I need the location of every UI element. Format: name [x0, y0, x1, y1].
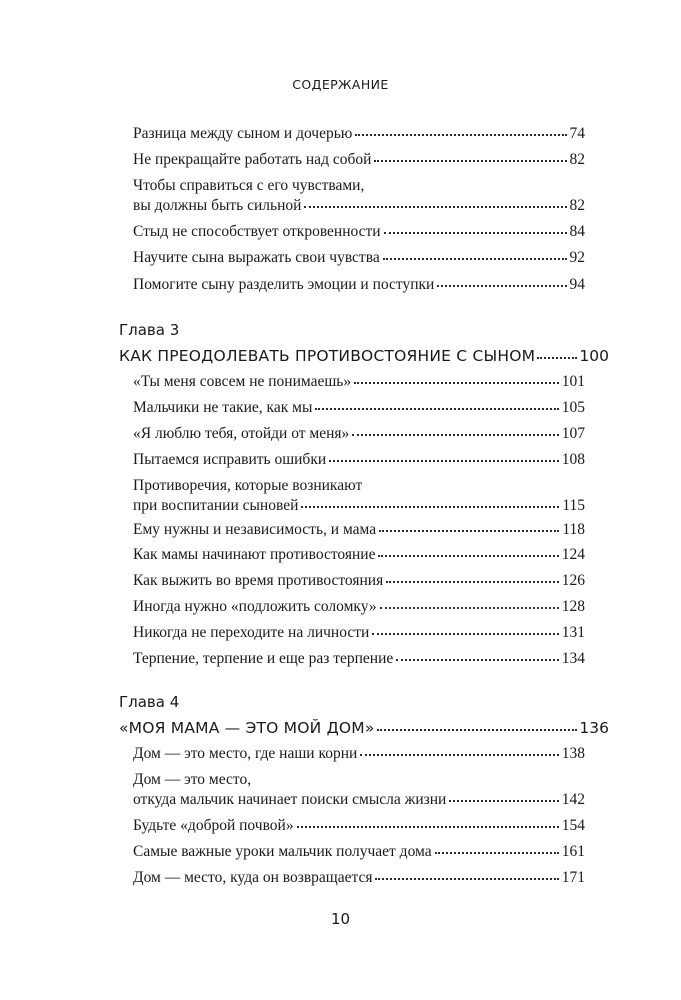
leader-dots	[301, 506, 559, 508]
toc-entry[interactable]	[133, 649, 585, 669]
leader-dots	[396, 659, 559, 661]
toc-entry-title: Стыд не способствует откровенности	[133, 223, 381, 240]
toc-entry-page: 82	[569, 151, 585, 168]
toc-entry[interactable]	[133, 150, 585, 170]
leader-dots	[375, 878, 558, 880]
leader-dots	[360, 754, 558, 756]
toc-entry[interactable]	[133, 450, 585, 470]
toc-entry-title: Как мамы начинают противостояние	[133, 546, 376, 563]
chapter-page: 136	[579, 719, 609, 737]
toc-entry[interactable]	[133, 571, 585, 591]
toc-entry-title: Никогда не переходите на личности	[133, 624, 370, 641]
toc-entry[interactable]	[133, 597, 585, 617]
toc-entry-page: 92	[569, 249, 585, 266]
toc-entry-page: 154	[561, 817, 585, 834]
toc-entry-title-cont: откуда мальчик начинает поиски смысла жизни	[133, 791, 447, 808]
toc-entry-page: 108	[561, 451, 585, 468]
toc-entry-title: Дом — это место,	[133, 771, 252, 788]
leader-dots	[380, 607, 559, 609]
toc-entry-title: Мальчики не такие, как мы	[133, 399, 313, 416]
toc-entry-page: 115	[562, 497, 585, 514]
leader-dots	[379, 530, 559, 532]
toc-entry[interactable]	[133, 275, 585, 295]
toc-entry-title: Не прекращайте работать над собой	[133, 151, 372, 168]
toc-entry-title: Противоречия, которые возникают	[133, 477, 363, 494]
toc-entry[interactable]	[133, 744, 585, 764]
chapter-label: Глава 4	[119, 693, 180, 711]
toc-entry-page: 161	[561, 843, 585, 860]
toc-entry-title: Пытаемся исправить ошибки	[133, 451, 327, 468]
toc-entry[interactable]	[133, 545, 585, 565]
chapter-title[interactable]	[119, 718, 609, 738]
toc-entry-title-cont: вы должны быть сильной	[133, 197, 302, 214]
toc-entry[interactable]	[133, 424, 585, 444]
chapter-title-text: «МОЯ МАМА — ЭТО МОЙ ДОМ»	[119, 719, 375, 737]
running-header: СОДЕРЖАНИЕ	[292, 77, 389, 92]
leader-dots	[449, 800, 558, 802]
toc-entry[interactable]	[133, 176, 585, 216]
toc-entry-title-cont: при воспитании сыновей	[133, 497, 299, 514]
leader-dots	[354, 382, 559, 384]
toc-entry-page: 94	[569, 276, 585, 293]
leader-dots	[537, 357, 577, 359]
toc-entry-page: 131	[561, 624, 585, 641]
leader-dots	[372, 633, 558, 635]
toc-entry-page: 134	[561, 650, 585, 667]
chapter-page: 100	[579, 347, 609, 365]
toc-entry-page: 101	[561, 373, 585, 390]
toc-entry-page: 142	[561, 791, 585, 808]
toc-entry[interactable]	[133, 868, 585, 888]
leader-dots	[383, 258, 567, 260]
leader-dots	[374, 160, 566, 162]
toc-entry[interactable]	[133, 248, 585, 268]
toc-entry-page: 74	[569, 125, 585, 142]
chapter-title[interactable]	[119, 346, 609, 366]
toc-entry-page: 82	[569, 197, 585, 214]
toc-entry[interactable]	[133, 124, 585, 144]
leader-dots	[304, 206, 566, 208]
chapter-label: Глава 3	[119, 321, 180, 339]
page-number: 10	[330, 910, 351, 928]
toc-entry-title: «Я люблю тебя, отойди от меня»	[133, 425, 350, 442]
toc-entry[interactable]	[133, 623, 585, 643]
toc-entry-title: Дом — это место, где наши корни	[133, 745, 358, 762]
toc-entry-page: 124	[561, 546, 585, 563]
toc-entry-title: Будьте «доброй почвой»	[133, 817, 294, 834]
toc-entry[interactable]	[133, 520, 585, 540]
toc-entry-title: Помогите сыну разделить эмоции и поступки	[133, 276, 435, 293]
toc-entry-title: Терпение, терпение и еще раз терпение	[133, 650, 394, 667]
toc-entry-page: 105	[561, 399, 585, 416]
toc-entry-title: «Ты меня совсем не понимаешь»	[133, 373, 352, 390]
leader-dots	[355, 134, 566, 136]
toc-entry[interactable]	[133, 816, 585, 836]
toc-entry-title: Как выжить во время противостояния	[133, 572, 384, 589]
leader-dots	[386, 581, 559, 583]
leader-dots	[437, 285, 566, 287]
chapter-title-text: КАК ПРЕОДОЛЕВАТЬ ПРОТИВОСТОЯНИЕ С СЫНОМ	[119, 347, 536, 365]
toc-entry-page: 107	[561, 425, 585, 442]
toc-entry[interactable]	[133, 222, 585, 242]
toc-entry-title: Дом — место, куда он возвращается	[133, 869, 373, 886]
toc-entry-page: 126	[561, 572, 585, 589]
toc-entry-title: Чтобы справиться с его чувствами,	[133, 177, 365, 194]
leader-dots	[377, 729, 578, 731]
leader-dots	[315, 408, 558, 410]
toc-entry-title: Самые важные уроки мальчик получает дома	[133, 843, 432, 860]
toc-entry-title: Иногда нужно «подложить соломку»	[133, 598, 377, 615]
toc-entry[interactable]	[133, 476, 585, 516]
toc-entry-title: Ему нужны и независимость, и мама	[133, 521, 377, 538]
toc-entry-page: 118	[562, 521, 585, 538]
leader-dots	[329, 460, 559, 462]
toc-entry-page: 84	[569, 223, 585, 240]
leader-dots	[352, 434, 558, 436]
toc-entry-page: 138	[561, 745, 585, 762]
leader-dots	[378, 555, 558, 557]
leader-dots	[435, 852, 559, 854]
toc-entry-title: Научите сына выражать свои чувства	[133, 249, 380, 266]
toc-entry-page: 128	[561, 598, 585, 615]
leader-dots	[384, 232, 567, 234]
toc-entry[interactable]	[133, 398, 585, 418]
toc-entry-title: Разница между сыном и дочерью	[133, 125, 353, 142]
toc-entry[interactable]	[133, 770, 585, 810]
leader-dots	[297, 826, 559, 828]
toc-entry[interactable]	[133, 842, 585, 862]
toc-entry-page: 171	[561, 869, 585, 886]
toc-entry[interactable]	[133, 372, 585, 392]
